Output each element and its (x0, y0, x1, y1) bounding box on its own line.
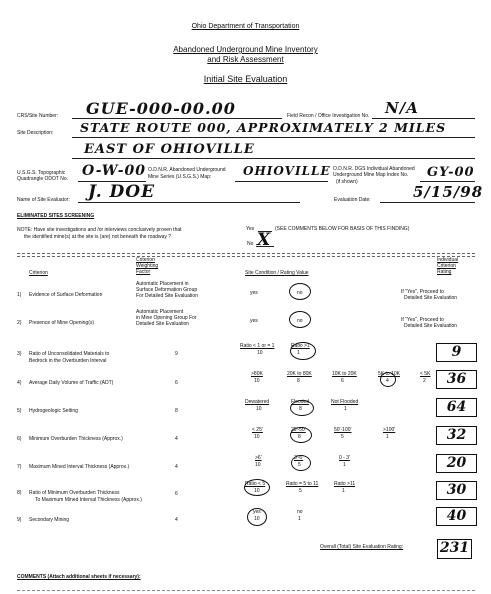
row-3-option-value: 1 (297, 350, 300, 356)
row-7-option[interactable]: 0 - 3' (339, 455, 350, 461)
individual-header-3: Rating (437, 269, 452, 275)
row-4-option[interactable]: < 5K (420, 371, 431, 377)
row-8-label: Ratio of Minimum Overburden Thickness (29, 490, 120, 496)
row-9-selection-circle (247, 508, 267, 526)
row-1-weight-note: Surface Deformation Group (136, 287, 198, 293)
field-recon-value[interactable]: N/A (385, 99, 419, 117)
usgs-label-2: Quadrangle ODOT No. (17, 176, 69, 182)
weighting-header-2: Weighting (136, 263, 159, 269)
date-value[interactable]: 5/15/98 (413, 183, 484, 201)
row-5-option-value: 10 (256, 406, 262, 412)
usgs-value[interactable]: O-W-00 (82, 163, 147, 179)
row-2-note: Detailed Site Evaluation (404, 323, 458, 329)
row-3-weight: 9 (175, 351, 178, 357)
row-1-note: If "Yes", Proceed to (401, 289, 444, 295)
page-title: Initial Site Evaluation (203, 74, 288, 84)
row-8-option-value: 5 (299, 488, 302, 494)
row-6-option-value: 10 (254, 434, 260, 440)
row-4-option[interactable]: 10K to 20K (332, 371, 357, 377)
row-9-weight: 4 (175, 517, 178, 523)
row-2-selection-circle (289, 311, 311, 328)
row-1-note: Detailed Site Evaluation (404, 295, 458, 301)
no-label: No (247, 241, 254, 247)
evaluator-value[interactable]: J. DOE (88, 182, 156, 202)
screening-heading: ELIMINATED SITES SCREENING (17, 213, 95, 219)
row-6-weight: 4 (175, 436, 178, 442)
usgs-label-1: U.S.G.S. Topographic (17, 170, 66, 176)
site-desc-line1[interactable]: STATE ROUTE 000, APPROXIMATELY 2 MILES (80, 120, 447, 135)
row-3-selection-circle (290, 342, 316, 360)
site-number-underline (72, 118, 282, 119)
row-9-rating[interactable]: 40 (436, 507, 477, 526)
row-7-option-value: 1 (343, 462, 346, 468)
row-7-weight: 4 (175, 464, 178, 470)
comments-label: COMMENTS (Attach additional sheets if necessary): (17, 574, 141, 580)
total-label: Overall (Total) Site Evaluation Rating: (320, 544, 404, 550)
row-4-option[interactable]: >80K (251, 371, 263, 377)
odnr-mine-underline (235, 181, 328, 182)
row-9-option[interactable]: no (297, 509, 303, 515)
row-9-option[interactable]: yes (253, 509, 261, 515)
row-5-option-value: 1 (344, 406, 347, 412)
condition-header: Site Condition / Rating Value (245, 270, 309, 276)
divider (17, 256, 475, 257)
row-1-number: 1) (17, 292, 22, 298)
row-7-option-value: 5 (298, 462, 301, 468)
row-9-option-value: 10 (254, 516, 260, 522)
form-title-line1: Abandoned Underground Mine Inventory (173, 45, 318, 54)
site-desc-label: Site Description: (17, 130, 54, 136)
row-3-number: 3) (17, 351, 22, 357)
criterion-header: Criterion (29, 270, 48, 276)
row-9-number: 9) (17, 517, 22, 523)
row-6-option-value: 1 (386, 434, 389, 440)
weighting-header-3: Factor (136, 269, 151, 275)
row-4-option-value: 6 (341, 378, 344, 384)
field-recon-label: Field Recon / Office Investigation No. (287, 113, 370, 119)
row-5-option[interactable]: Not Flooded (331, 399, 359, 405)
row-4-weight: 6 (175, 380, 178, 386)
row-9-label: Secondary Mining (29, 517, 70, 523)
row-9-option-value: 1 (298, 516, 301, 522)
row-2-number: 2) (17, 320, 22, 326)
row-6-option-value: 5 (341, 434, 344, 440)
row-4-option[interactable]: 5K to 10K (378, 371, 400, 377)
date-label: Evaluation Date: (334, 197, 371, 203)
site-number-value[interactable]: GUE-000-00.00 (86, 99, 236, 118)
row-7-option[interactable]: 3'-6' (294, 455, 304, 461)
total-rating[interactable]: 231 (437, 539, 472, 559)
odnr-mine-label-1: O.D.N.R. Abandoned Underground (148, 167, 226, 173)
row-5-weight: 8 (175, 408, 178, 414)
row-8-selection-circle (244, 479, 270, 496)
row-4-option-value: 8 (297, 378, 300, 384)
row-5-option[interactable]: Flooded (291, 399, 310, 405)
row-6-selection-circle (290, 427, 312, 443)
odnr-dgs-value[interactable]: GY-00 (427, 165, 475, 180)
row-2-no[interactable]: no (297, 318, 303, 324)
row-7-option[interactable]: >6' (255, 455, 262, 461)
row-2-label: Presence of Mine Opening(s) (29, 320, 95, 326)
row-2-weight-note: Detailed Site Evaluation (136, 321, 190, 327)
form-title-line2: and Risk Assessment (207, 55, 284, 64)
evaluator-underline (78, 202, 300, 203)
date-underline (380, 202, 475, 203)
row-5-option[interactable]: Dewatered (245, 399, 270, 405)
odnr-mine-label-2: Mine Series (U.S.G.S.) Map: (148, 174, 212, 180)
row-5-option-value: 8 (299, 406, 302, 412)
row-7-label: Maximum Mined Interval Thickness (Approx.) (29, 464, 130, 470)
agency-title: Ohio Department of Transportation (191, 23, 300, 30)
row-1-weight-note: For Detailed Site Evaluation (136, 293, 198, 299)
row-3-option-value: 10 (257, 350, 263, 356)
site-desc-underline1 (72, 137, 475, 138)
row-1-weight-note: Automatic Placement in (136, 281, 189, 287)
no-check-mark: X (257, 230, 272, 250)
row-7-selection-circle (291, 455, 311, 471)
row-2-note: If "Yes", Proceed to (401, 317, 444, 323)
row-6-option[interactable]: >100' (383, 427, 396, 433)
row-6-number: 6) (17, 436, 22, 442)
row-8-option[interactable]: Ratio >11 (334, 481, 356, 487)
row-6-option[interactable]: < 25' (252, 427, 263, 433)
row-1-yes[interactable]: yes (250, 290, 258, 296)
individual-header-1: Individual (437, 257, 459, 263)
row-8-option[interactable]: Ratio = 5 to 11 (286, 481, 319, 487)
row-1-selection-circle (289, 283, 311, 300)
site-desc-line2[interactable]: EAST OF OHIOVILLE (84, 142, 255, 157)
see-comments-note: (SEE COMMENTS BELOW FOR BASIS OF THIS FINDING) (275, 226, 410, 232)
row-4-option-value: 10 (254, 378, 260, 384)
row-5-number: 5) (17, 408, 22, 414)
row-2-yes[interactable]: yes (250, 318, 258, 324)
row-8-option-value: 10 (254, 488, 260, 494)
row-6-option[interactable]: 25'-50' (291, 427, 306, 433)
row-4-number: 4) (17, 380, 22, 386)
row-4-selection-circle (380, 372, 396, 387)
row-8-option-value: 1 (342, 488, 345, 494)
row-8-label: To Maximum Mined Interval Thickness (Approx.) (35, 497, 142, 503)
comments-line[interactable] (17, 590, 475, 591)
row-7-option-value: 10 (255, 462, 261, 468)
row-7-rating[interactable]: 20 (436, 454, 477, 473)
odnr-dgs-label-1: O.D.N.R. DGS Individual Abandoned (333, 166, 415, 172)
row-4-option-value: 2 (423, 378, 426, 384)
row-3-option[interactable]: Ratio < 1 or = 1 (240, 343, 275, 349)
row-3-label: Bedrock in the Overburden Interval (29, 358, 107, 364)
site-number-label: CRS/Site Number: (17, 113, 59, 119)
row-1-label: Evidence of Surface Deformation (29, 292, 103, 298)
odnr-mine-value[interactable]: OHIOVILLE (243, 164, 331, 178)
row-5-label: Hydrogeologic Setting (29, 408, 78, 414)
row-4-option-value: 4 (386, 378, 389, 384)
row-6-option-value: 8 (298, 434, 301, 440)
row-4-option[interactable]: 20K to 80K (287, 371, 312, 377)
row-4-label: Average Daily Volume of Traffic (ADT) (29, 380, 114, 386)
odnr-dgs-label-2: Underground Mine Map Index No. (333, 172, 409, 178)
evaluator-label: Name of Site Evaluator: (17, 197, 70, 203)
odnr-dgs-label-3: (if shown) (336, 179, 358, 185)
screening-note-2: the identified mine(s) at the site is (are) not beneath the roadway ? (24, 234, 172, 240)
row-3-option[interactable]: Ratio >1 (291, 343, 310, 349)
divider (17, 253, 475, 254)
row-3-rating[interactable]: 9 (436, 343, 477, 362)
weighting-header-1: Criterion (136, 257, 155, 263)
individual-header-2: Criterion (437, 263, 456, 269)
row-6-option[interactable]: 50'-100' (334, 427, 352, 433)
row-8-option[interactable]: Ratio < 5 (245, 481, 266, 487)
field-recon-underline (372, 118, 475, 119)
row-8-number: 8) (17, 490, 22, 496)
row-6-rating[interactable]: 32 (436, 426, 477, 445)
row-7-number: 7) (17, 464, 22, 470)
row-5-selection-circle (290, 400, 314, 416)
row-5-rating[interactable]: 64 (436, 398, 477, 417)
odnr-dgs-underline (420, 181, 475, 182)
row-8-weight: 6 (175, 491, 178, 497)
row-4-rating[interactable]: 36 (436, 370, 477, 389)
yes-label: Yes (246, 226, 255, 232)
row-1-no[interactable]: no (297, 290, 303, 296)
row-3-label: Ratio of Unconsolidated Materials to (29, 351, 110, 357)
row-2-weight-note: in Mine Opening Group For (136, 315, 197, 321)
screening-note-1: NOTE: Have site investigations and /or interviews conclusively proven that (17, 227, 182, 233)
row-8-rating[interactable]: 30 (436, 481, 477, 500)
site-desc-underline2 (72, 158, 475, 159)
row-2-weight-note: Automatic Placement (136, 309, 184, 315)
row-6-label: Minimum Overburden Thickness (Approx.) (29, 436, 123, 442)
